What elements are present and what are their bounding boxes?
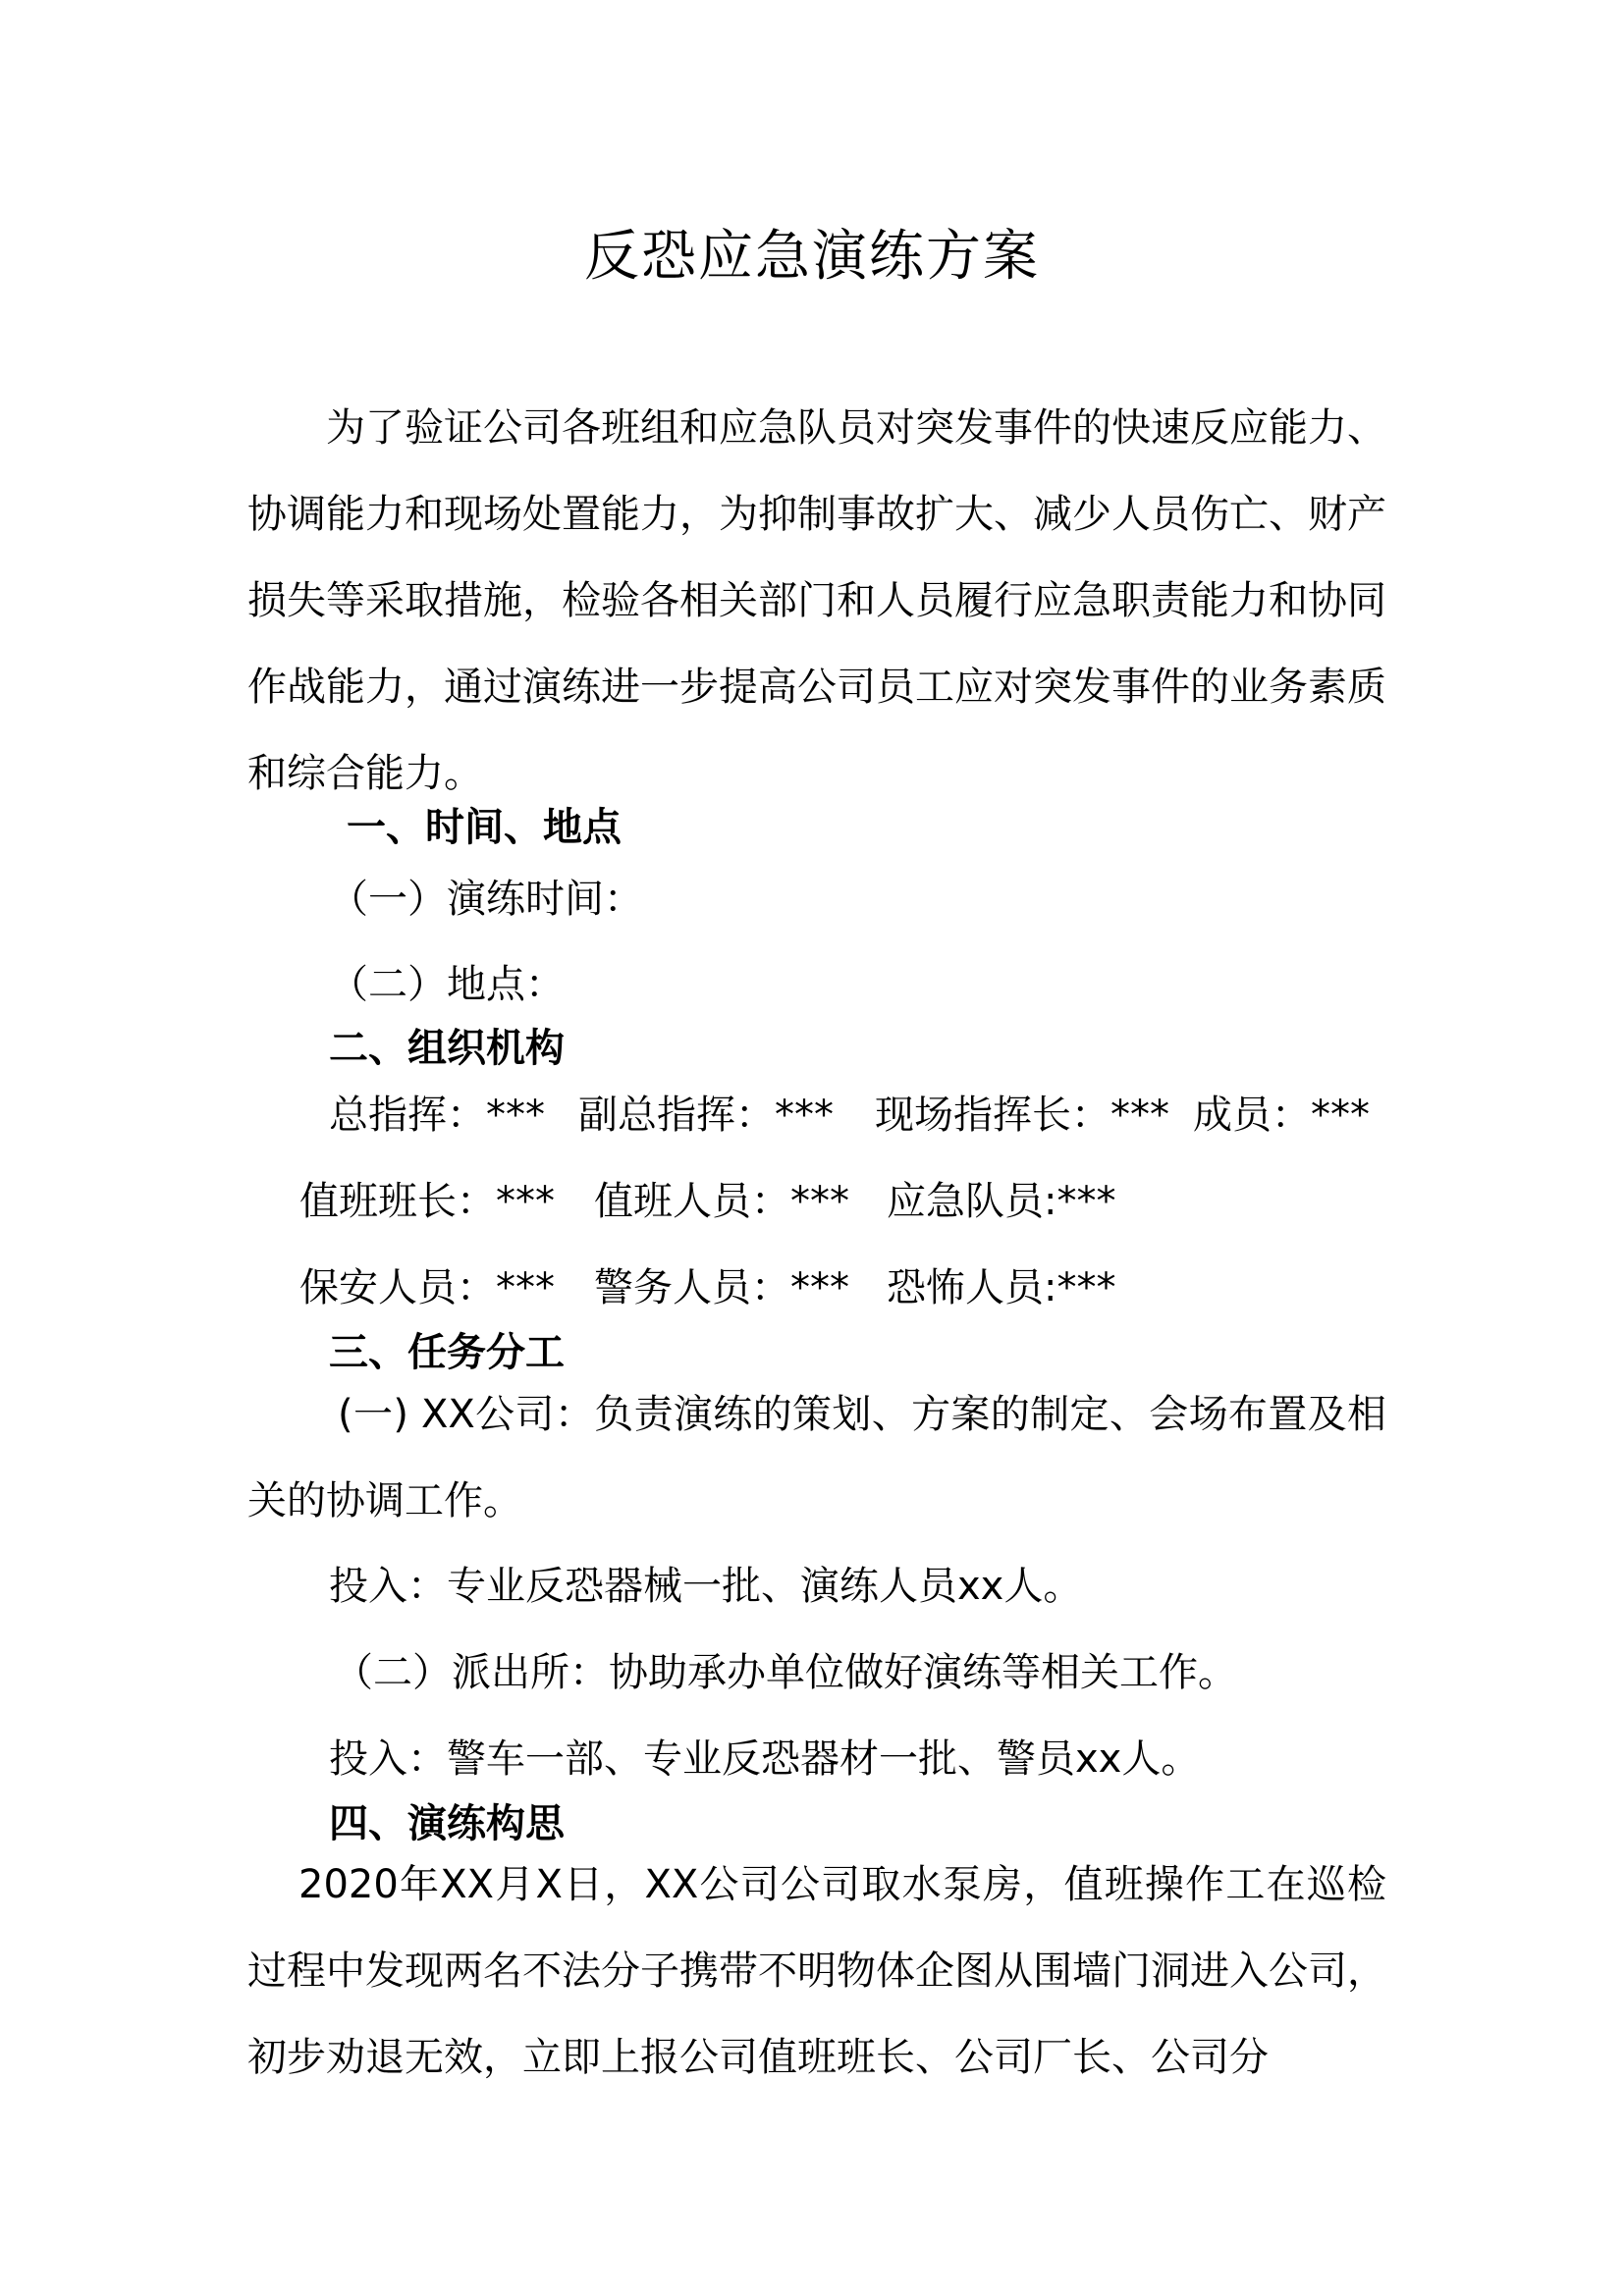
org-shift-leader: 值班班长：*** [299,1179,555,1224]
drill-time-label: （一）演练时间： [329,877,643,922]
section1-heading: 一、时间、地点 [347,805,622,850]
section3-heading: 三、任务分工 [329,1330,565,1375]
org-emergency-team: 应急队员:*** [887,1179,1116,1224]
org-chief-commander: 总指挥：*** [329,1093,545,1138]
drill-place-label: （二）地点： [329,962,565,1007]
document-title: 反恐应急演练方案 [584,225,1040,289]
task-item-1-input: 投入：专业反恐器械一批、演练人员xx人。 [329,1564,1083,1609]
org-police-staff: 警务人员：*** [594,1265,849,1310]
org-members: 成员：*** [1193,1093,1370,1138]
org-security-staff: 保安人员：*** [299,1265,555,1310]
intro-paragraph: 为了验证公司各班组和应急队员对突发事件的快速反应能力、协调能力和现场处置能力，为抑制事故扩大、减少人员伤亡、财产损失等采取措施，检验各相关部门和人员履行应急职责能力和协同作战能力，通过演练进一步提高公司员工应对突发事件的业务素质和综合能力。 [247,405,1386,796]
task-item-2: （二）派出所：协助承办单位做好演练等相关工作。 [334,1650,1237,1695]
org-deputy-commander: 副总指挥：*** [578,1093,834,1138]
org-row-3 [299,1260,1115,1315]
org-shift-staff: 值班人员：*** [594,1179,849,1224]
org-terrorist-role: 恐怖人员:*** [887,1265,1116,1310]
section2-heading: 二、组织机构 [329,1026,565,1071]
org-site-commander: 现场指挥长：*** [875,1093,1169,1138]
task-item-1: (一) XX公司：负责演练的策划、方案的制定、会场布置及相关的协调工作。 [247,1392,1386,1523]
section4-heading: 四、演练构思 [329,1801,565,1846]
task-item-2-input: 投入：警车一部、专业反恐器材一批、警员xx人。 [329,1736,1201,1782]
scenario-paragraph: 2020年XX月X日，XX公司公司取水泵房，值班操作工在巡检过程中发现两名不法分子携带不明物体企图从围墙门洞进入公司，初步劝退无效，立即上报公司值班班长、公司厂长、公司分 [247,1862,1386,2080]
org-row-2 [299,1174,1115,1229]
org-row-1 [329,1088,1370,1143]
